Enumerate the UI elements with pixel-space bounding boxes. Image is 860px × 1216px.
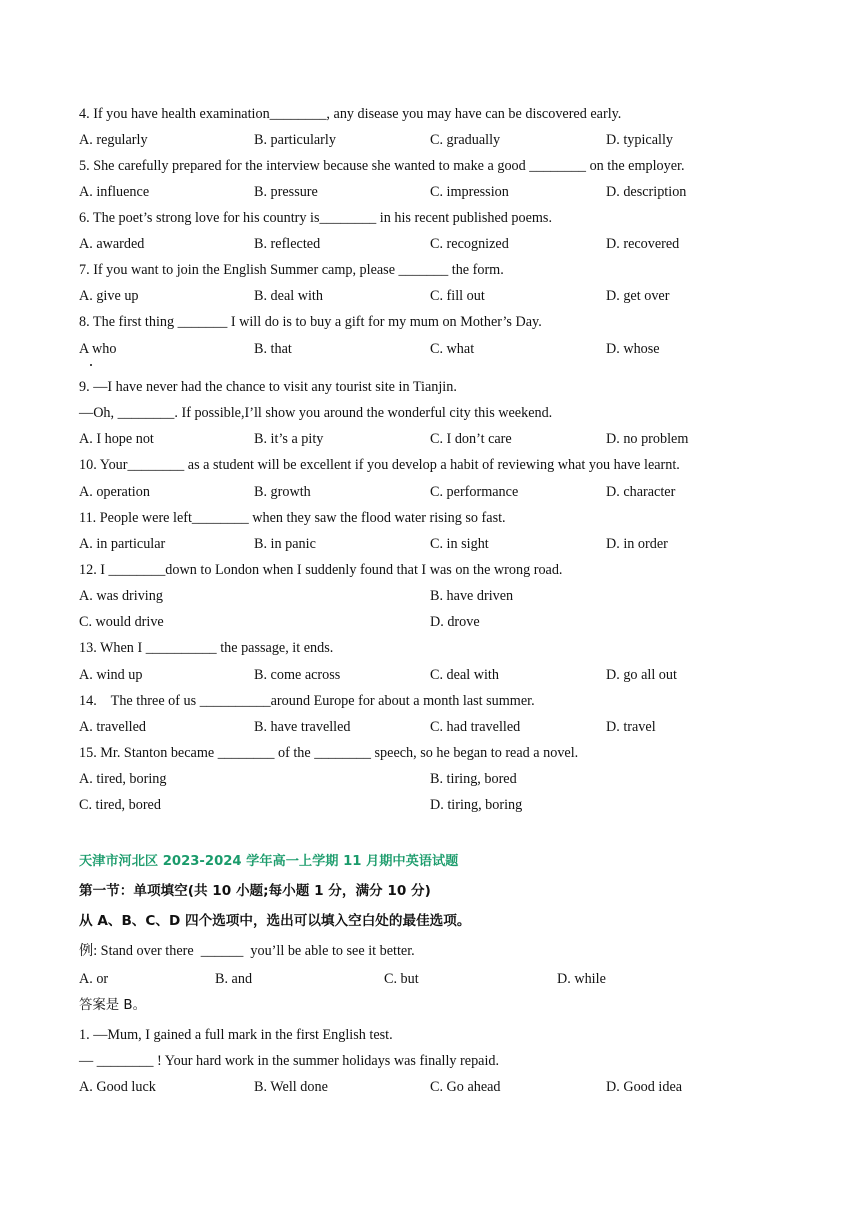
option-d: D. go all out bbox=[606, 667, 677, 683]
question-10-stem: 10. Your________ as a student will be excellent if you develop a habit of reviewing what you have learnt. bbox=[79, 457, 680, 473]
option-b: B. come across bbox=[254, 667, 341, 683]
option-b: B. deal with bbox=[254, 288, 323, 304]
option-c: C. tired, bored bbox=[79, 797, 161, 813]
option-d: D. tiring, boring bbox=[430, 797, 523, 813]
option-d: D. Good idea bbox=[606, 1079, 683, 1095]
option-b: B. have driven bbox=[430, 588, 514, 604]
option-a: A. in particular bbox=[79, 536, 166, 552]
question-1-stem: 1. —Mum, I gained a full mark in the first English test. bbox=[79, 1027, 393, 1043]
option-d: D. travel bbox=[606, 719, 656, 735]
question-9-reply: —Oh, ________. If possible,I’ll show you around the wonderful city this weekend. bbox=[79, 405, 553, 421]
question-13-stem: 13. When I __________ the passage, it ends. bbox=[79, 640, 334, 656]
option-a: A. regularly bbox=[79, 132, 148, 148]
question-9-stem: 9. —I have never had the chance to visit any tourist site in Tianjin. bbox=[79, 379, 457, 395]
option-c: C. impression bbox=[430, 184, 509, 200]
option-c: C. performance bbox=[430, 484, 519, 500]
option-d: D. description bbox=[606, 184, 687, 200]
question-7-stem: 7. If you want to join the English Summer camp, please _______ the form. bbox=[79, 262, 504, 278]
option-c: C. recognized bbox=[430, 236, 509, 252]
option-a: A. wind up bbox=[79, 667, 143, 683]
option-b: B. reflected bbox=[254, 236, 321, 252]
option-a: A. I hope not bbox=[79, 431, 154, 447]
option-d: D. in order bbox=[606, 536, 668, 552]
option-b: B. growth bbox=[254, 484, 311, 500]
option-b: B. in panic bbox=[254, 536, 316, 552]
exam-title: 天津市河北区 2023-2024 学年高一上学期 11 月期中英语试题 bbox=[79, 854, 459, 869]
question-11-stem: 11. People were left________ when they saw the flood water rising so fast. bbox=[79, 510, 506, 526]
option-b: B. that bbox=[254, 341, 292, 357]
option-a: A. was driving bbox=[79, 588, 163, 604]
question-8-stem: 8. The first thing _______ I will do is to buy a gift for my mum on Mother’s Day. bbox=[79, 314, 542, 330]
option-c: C. Go ahead bbox=[430, 1079, 501, 1095]
option-c: C. but bbox=[384, 971, 419, 987]
option-c: C. I don’t care bbox=[430, 431, 512, 447]
question-12-stem: 12. I ________down to London when I suddenly found that I was on the wrong road. bbox=[79, 562, 563, 578]
option-a: A. or bbox=[79, 971, 109, 987]
option-d: D. whose bbox=[606, 341, 660, 357]
option-b: B. tiring, bored bbox=[430, 771, 517, 787]
option-b: B. have travelled bbox=[254, 719, 351, 735]
option-c: C. had travelled bbox=[430, 719, 521, 735]
option-a: A. give up bbox=[79, 288, 139, 304]
option-a: A. Good luck bbox=[79, 1079, 156, 1095]
option-c: C. in sight bbox=[430, 536, 489, 552]
option-c: C. what bbox=[430, 341, 475, 357]
section-heading: 第一节：单项填空(共 10 小题;每小题 1 分，满分 10 分) bbox=[79, 883, 431, 899]
question-14-stem: 14. The three of us __________around Europe for about a month last summer. bbox=[79, 693, 535, 709]
option-a: A. awarded bbox=[79, 236, 145, 252]
option-a: A. tired, boring bbox=[79, 771, 167, 787]
option-d: D. typically bbox=[606, 132, 673, 148]
option-c: C. gradually bbox=[430, 132, 501, 148]
stray-dot bbox=[90, 364, 92, 366]
option-d: D. drove bbox=[430, 614, 480, 630]
option-d: D. recovered bbox=[606, 236, 680, 252]
option-d: D. no problem bbox=[606, 431, 689, 447]
section-instruction: 从 A、B、C、D 四个选项中，选出可以填入空白处的最佳选项。 bbox=[79, 913, 471, 929]
option-d: D. get over bbox=[606, 288, 670, 304]
option-a: A. travelled bbox=[79, 719, 146, 735]
option-c: C. would drive bbox=[79, 614, 164, 630]
question-5-stem: 5. She carefully prepared for the interview because she wanted to make a good ________ on the employer. bbox=[79, 158, 685, 174]
option-d: D. while bbox=[557, 971, 606, 987]
option-b: B. and bbox=[215, 971, 253, 987]
option-b: B. pressure bbox=[254, 184, 318, 200]
option-b: B. Well done bbox=[254, 1079, 328, 1095]
question-4-stem: 4. If you have health examination________, any disease you may have can be discovered early. bbox=[79, 106, 622, 122]
question-1-reply: — ________ ! Your hard work in the summer holidays was finally repaid. bbox=[79, 1053, 500, 1069]
option-c: C. fill out bbox=[430, 288, 485, 304]
option-b: B. particularly bbox=[254, 132, 336, 148]
example-answer: 答案是 B。 bbox=[79, 998, 147, 1013]
option-b: B. it’s a pity bbox=[254, 431, 324, 447]
option-a: A. influence bbox=[79, 184, 150, 200]
question-6-stem: 6. The poet’s strong love for his country is________ in his recent published poems. bbox=[79, 210, 552, 226]
option-c: C. deal with bbox=[430, 667, 499, 683]
example-stem: 例: Stand over there ______ you’ll be able to see it better. bbox=[79, 943, 415, 959]
option-a: A. operation bbox=[79, 484, 150, 500]
question-15-stem: 15. Mr. Stanton became ________ of the ________ speech, so he began to read a novel. bbox=[79, 745, 579, 761]
option-d: D. character bbox=[606, 484, 676, 500]
option-a: A who bbox=[79, 341, 117, 357]
